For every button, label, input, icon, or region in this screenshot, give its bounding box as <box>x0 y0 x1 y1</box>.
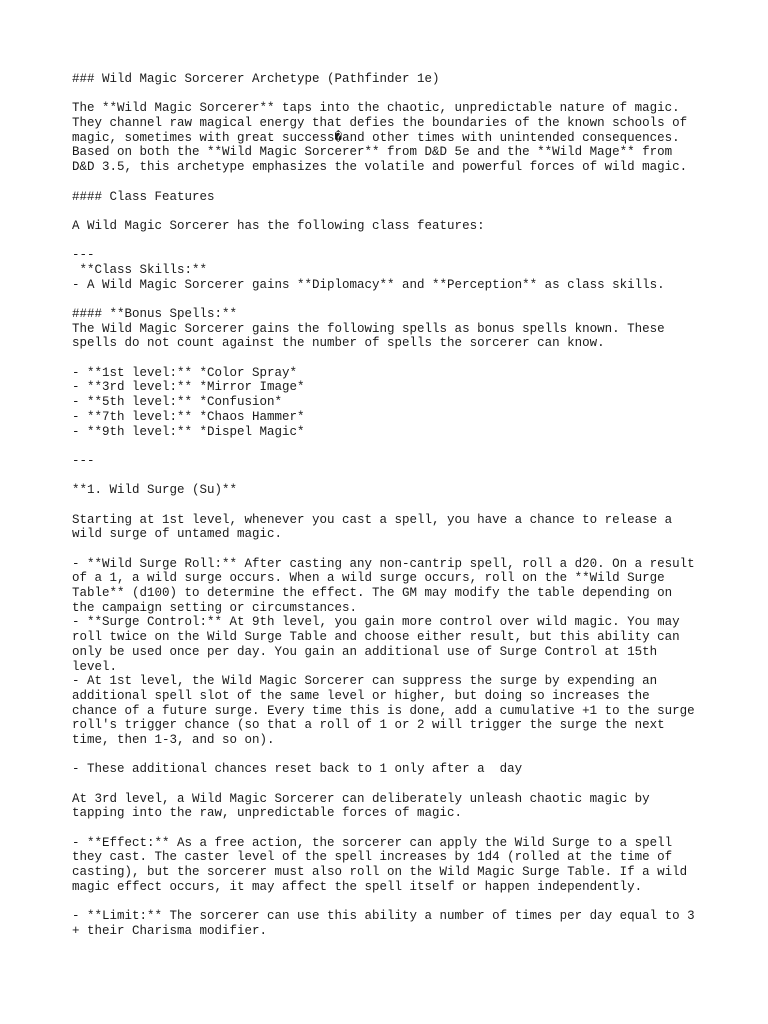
heading-line: #### Class Features <box>72 189 215 204</box>
blank-line <box>72 895 712 910</box>
text-line: of a 1, a wild surge occurs. When a wild surge occurs, roll on the **Wild Surge <box>72 571 665 586</box>
blank-line <box>72 777 712 792</box>
blank-line <box>72 498 712 513</box>
text-line: They channel raw magical energy that defies the boundaries of the known schools of <box>72 116 688 131</box>
list-item: - **1st level:** *Color Spray* <box>72 365 298 380</box>
heading-line: #### **Bonus Spells:** <box>72 307 238 321</box>
text-line: wild surge of untamed magic. <box>72 527 283 542</box>
section-title-line: **1. Wild Surge (Su)** <box>72 483 238 498</box>
blank-line <box>72 175 712 190</box>
document-page <box>72 72 712 939</box>
list-item: - **3rd level:** *Mirror Image* <box>72 380 305 395</box>
text-line: level. <box>72 659 118 674</box>
text-line: A Wild Magic Sorcerer has the following class features: <box>72 218 485 233</box>
text-line: they cast. The caster level of the spell increases by 1d4 (rolled at the time of <box>72 850 673 865</box>
text-line: - **Effect:** As a free action, the sorcerer can apply the Wild Surge to a spell <box>72 835 673 850</box>
list-item: - **9th level:** *Dispel Magic* <box>72 424 305 439</box>
text-line: The **Wild Magic Sorcerer** taps into the chaotic, unpredictable nature of magic. <box>72 101 680 116</box>
text-line: Starting at 1st level, whenever you cast a spell, you have a chance to release a <box>72 512 673 527</box>
text-line: - **Wild Surge Roll:** After casting any non-cantrip spell, roll a d20. On a result <box>72 556 695 571</box>
blank-line <box>72 351 712 366</box>
text-line: roll's trigger chance (so that a roll of 1 or 2 will trigger the surge the next <box>72 718 665 733</box>
list-item: - **5th level:** *Confusion* <box>72 395 283 410</box>
text-line: - **Surge Control:** At 9th level, you gain more control over wild magic. You may <box>72 615 680 630</box>
blank-line <box>72 748 712 763</box>
text-line: Based on both the **Wild Magic Sorcerer** from D&D 5e and the **Wild Mage** from <box>72 145 673 160</box>
blank-line <box>72 234 712 249</box>
text-line: At 3rd level, a Wild Magic Sorcerer can deliberately unleash chaotic magic by <box>72 791 650 806</box>
divider-line: --- <box>72 248 95 263</box>
text-line: only be used once per day. You gain an additional use of Surge Control at 15th <box>72 644 658 659</box>
text-line: additional spell slot of the same level or higher, but doing so increases the <box>72 688 650 703</box>
blank-line <box>72 469 712 484</box>
text-line: magic effect occurs, it may affect the spell itself or happen independently. <box>72 879 643 894</box>
text-line: tapping into the raw, unpredictable forces of magic. <box>72 806 463 821</box>
text-line: - A Wild Magic Sorcerer gains **Diplomacy** and **Perception** as class skills. <box>72 277 665 292</box>
text-line: - At 1st level, the Wild Magic Sorcerer can suppress the surge by expending an <box>72 674 658 689</box>
text-line: The Wild Magic Sorcerer gains the following spells as bonus spells known. These <box>72 321 665 336</box>
text-line: + their Charisma modifier. <box>72 923 268 938</box>
divider-line: --- <box>72 453 95 468</box>
text-line: **Class Skills:** <box>72 262 208 277</box>
text-line: - These additional chances reset back to 1 only after a day <box>72 762 523 777</box>
list-item: - **7th level:** *Chaos Hammer* <box>72 409 305 424</box>
blank-line <box>72 542 712 557</box>
text-line: time, then 1-3, and so on). <box>72 732 275 747</box>
text-line: chance of a future surge. Every time this is done, add a cumulative +1 to the surge <box>72 703 695 718</box>
text-line: roll twice on the Wild Surge Table and choose either result, but this ability can <box>72 630 680 645</box>
text-line: Table** (d100) to determine the effect. The GM may modify the table depending on <box>72 586 673 601</box>
blank-line <box>72 87 712 102</box>
heading-line: ### Wild Magic Sorcerer Archetype (Pathfinder 1e) <box>72 72 440 86</box>
blank-line <box>72 821 712 836</box>
text-line: D&D 3.5, this archetype emphasizes the volatile and powerful forces of wild magic. <box>72 160 688 175</box>
text-line: spells do not count against the number of spells the sorcerer can know. <box>72 336 605 351</box>
blank-line <box>72 204 712 219</box>
text-line: casting), but the sorcerer must also roll on the Wild Magic Surge Table. If a wild <box>72 865 688 880</box>
blank-line <box>72 292 712 307</box>
text-line: - **Limit:** The sorcerer can use this ability a number of times per day equal to 3 <box>72 909 695 924</box>
blank-line <box>72 439 712 454</box>
text-line: magic, sometimes with great success�and other times with unintended consequences. <box>72 130 680 145</box>
text-line: the campaign setting or circumstances. <box>72 600 358 615</box>
